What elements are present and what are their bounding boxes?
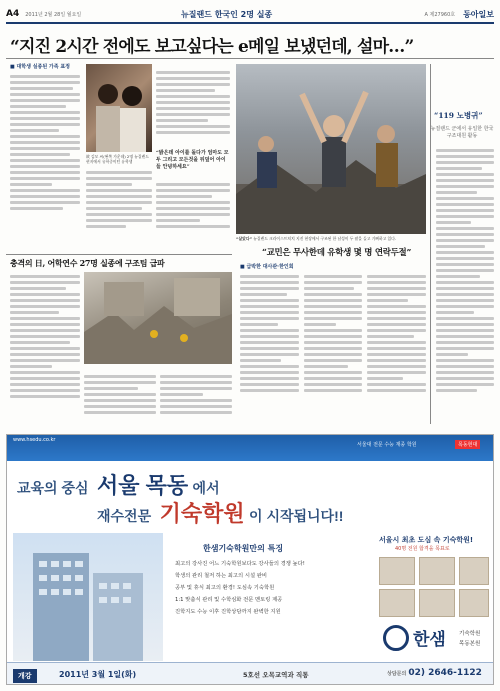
ad-headline-row-1 xyxy=(17,469,220,500)
japan-article-body-2 xyxy=(84,372,232,427)
main-headline: “지진 2시간 전에도 보고싶다는 e메일 보냈던데, 설마…” xyxy=(10,37,414,57)
ad-headline-1: 교육의 중심 xyxy=(17,480,89,496)
ad-headline-6: 이 시작됩니다!! xyxy=(249,508,344,524)
edition-number: A 제27960호 xyxy=(424,11,456,18)
student-photo xyxy=(86,64,152,152)
ad-features-title: 한샘기숙학원만의 특징 xyxy=(203,544,284,553)
side-box-subtitle: 뉴질랜드 군에서 유일한 한국 구조대원 활동 xyxy=(430,126,494,139)
ad-room-photo-6 xyxy=(459,589,489,617)
ad-right-title: 서울시 최초 도심 속 기숙학원! xyxy=(379,536,474,544)
building-art xyxy=(13,533,163,661)
issue-date: 2011년 2월 28일 월요일 xyxy=(25,11,82,18)
ad-badge: 목동현대 xyxy=(455,440,480,449)
embassy-article-body xyxy=(240,272,426,427)
ad-feature-1: 최고의 강사진 어느 기숙학원보다도 강사들의 경쟁 높다! xyxy=(175,561,305,567)
advertisement xyxy=(6,434,494,685)
side-divider xyxy=(430,64,431,424)
ad-url: www.hsedu.co.kr xyxy=(13,437,56,443)
rubble-photo-art xyxy=(84,272,232,364)
japan-article-body xyxy=(10,272,80,427)
ad-phone-number: 02) 2646-1122 xyxy=(408,668,482,678)
ad-bottom-bar xyxy=(7,662,493,684)
ad-logo xyxy=(383,621,493,659)
paper-logo: 동아일보 xyxy=(463,8,494,19)
ad-headline-4: 재수전문 xyxy=(97,508,152,524)
ad-feature-5: 진학지도 수능 이후 진학상담까지 완벽한 지원 xyxy=(175,609,281,615)
headline-divider xyxy=(6,58,494,59)
student-photo-caption: 故 김모 씨(왼쪽 가운데) 2명 뉴질랜드 현지에서 유학중이던 유학생 xyxy=(86,154,149,164)
ad-phone-label: 상담문의 xyxy=(387,671,407,677)
ad-location: 5호선 오목교역과 직통 xyxy=(243,671,309,679)
rescue-photo-art xyxy=(236,64,426,234)
ad-open-label: 개강 xyxy=(13,669,37,683)
sub-headline-center: “교민은 무사한데 유학생 몇 명 연락두절” xyxy=(262,248,412,258)
sub-headline-left: 충격의 日, 어학연수 27명 실종에 구조팀 급파 xyxy=(10,258,165,268)
section-title: 뉴질랜드 한국인 2명 실종 xyxy=(181,9,273,19)
section-label-mid: ■ 급박한 대사관·한인회 xyxy=(240,264,294,270)
lower-divider xyxy=(6,254,232,255)
article-body-left-2 xyxy=(86,168,152,244)
ad-headline-3: 에서 xyxy=(192,480,220,496)
rescue-photo-caption xyxy=(236,236,426,241)
ad-headline-5: 기숙학원 xyxy=(159,501,245,526)
page-number: A4 xyxy=(6,9,20,19)
ad-room-photo-3 xyxy=(459,557,489,585)
side-box-title: “119 노병귀” xyxy=(434,111,483,120)
rescue-photo-caption-title: “살았다” xyxy=(236,236,252,241)
rescue-photo xyxy=(236,64,426,234)
ad-headline-2: 서울 목동 xyxy=(96,473,189,498)
article-body-mid xyxy=(156,68,230,148)
ad-room-photo-4 xyxy=(379,589,415,617)
ad-slogan: 서울대 전문 수능 재종 학원 xyxy=(357,442,417,448)
ad-feature-3: 공부 및 휴식 최고의 환경! 도심속 기숙학원 xyxy=(175,585,275,591)
ad-logo-main: 한샘 xyxy=(413,630,446,650)
hansaem-logo-icon xyxy=(383,625,409,651)
ad-top-banner xyxy=(7,435,493,461)
pull-quote: “밝은데 아이를 돌다가 엄마도 모두 그리고 모든것을 뒤덮어 아이들 안녕하세요” xyxy=(156,150,229,170)
student-photo-art xyxy=(86,64,152,152)
ad-room-photo-5 xyxy=(419,589,455,617)
ad-feature-4: 1:1 맞춤식 관리 및 수학심화 전문 멘토링 제공 xyxy=(175,597,283,603)
article-body-mid-2 xyxy=(156,180,230,244)
rubble-photo xyxy=(84,272,232,364)
ad-building-image xyxy=(13,533,163,661)
page-header xyxy=(6,6,494,24)
section-label-left: ■ 대학생 실종된 가족 표정 xyxy=(10,64,70,70)
ad-logo-sub: 기숙학원 xyxy=(459,631,481,637)
ad-open-date: 2011년 3월 1일(화) xyxy=(59,670,137,679)
ad-headline-row-2 xyxy=(97,497,343,528)
ad-logo-sub2: 목동본원 xyxy=(459,641,481,647)
ad-feature-2: 학생의 관리 철저 하는 최고의 시설 완비 xyxy=(175,573,267,579)
ad-right-subtitle: 40명 전원 합격을 목표로 xyxy=(395,546,450,552)
ad-phone xyxy=(387,668,482,678)
ad-room-photo-1 xyxy=(379,557,415,585)
rescue-photo-caption-body: 뉴질랜드 크라이스트처치 지진 현장에서 구조된 한 남성이 두 팔을 들고 기뻐하고 있다. xyxy=(253,236,397,241)
article-body-left xyxy=(10,72,80,242)
ad-room-photo-2 xyxy=(419,557,455,585)
side-box-body xyxy=(436,146,494,426)
